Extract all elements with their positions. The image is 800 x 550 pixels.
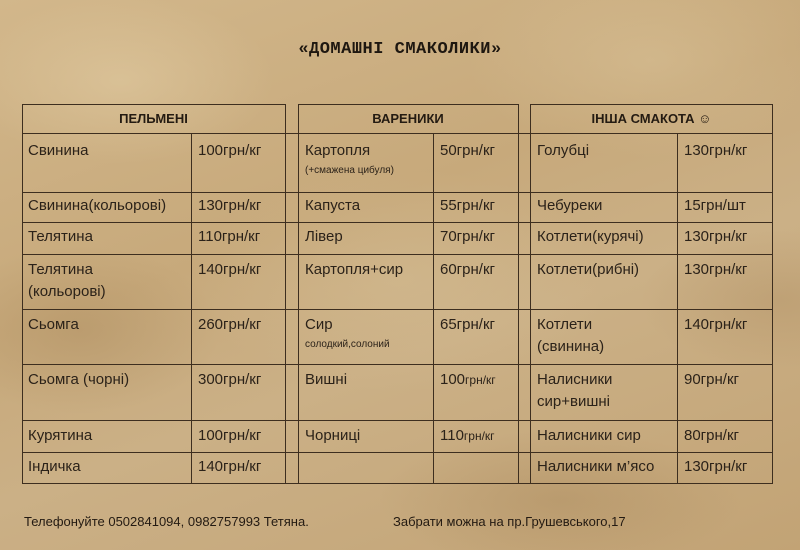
item-name: Лівер — [305, 228, 343, 245]
item-price: 55грн/кг — [440, 197, 495, 214]
item-price: 130грн/кг — [684, 261, 748, 278]
item-name — [299, 310, 390, 352]
item-price: 50грн/кг — [440, 142, 495, 159]
item-name: Свинина — [28, 142, 89, 159]
footer-contact: Телефонуйте 0502841094, 0982757993 Тетяна. — [24, 514, 309, 529]
section-header-pelmeni: ПЕЛЬМЕНІ — [119, 111, 188, 126]
item-price: 140грн/кг — [684, 316, 748, 333]
item-price: 140грн/кг — [198, 458, 262, 475]
item-price-empty — [434, 452, 440, 458]
item-name: Капуста — [305, 197, 361, 214]
item-name: Індичка — [28, 458, 81, 475]
item-price: 15грн/шт — [684, 197, 746, 214]
item-price: 80грн/кг — [684, 427, 739, 444]
item-name: Сьомга — [28, 316, 79, 333]
price-unit: грн/кг — [463, 429, 495, 443]
section-header-other: ІНША СМАКОТА ☺ — [591, 111, 712, 126]
item-name-main: Картопля — [305, 142, 371, 159]
item-price: 60грн/кг — [440, 261, 495, 278]
item-note: солодкий,солоний — [305, 339, 390, 350]
item-name — [531, 365, 612, 413]
item-name-line1: Котлети — [537, 316, 593, 333]
item-price: 100грн/кг — [198, 142, 262, 159]
menu-table — [22, 104, 773, 484]
footer-pickup: Забрати можна на пр.Грушевського,17 — [393, 514, 626, 529]
item-price: 260грн/кг — [198, 316, 262, 333]
price-unit: грн/кг — [465, 373, 496, 387]
item-price: 65грн/кг — [440, 316, 495, 333]
item-name: Котлети(рибні) — [537, 261, 640, 278]
item-price: 130грн/кг — [198, 197, 262, 214]
item-price — [434, 365, 496, 391]
item-price: 90грн/кг — [684, 371, 739, 388]
item-price: 140грн/кг — [198, 261, 262, 278]
item-name: Котлети(курячі) — [537, 228, 644, 245]
item-name-line1: Телятина — [28, 261, 93, 278]
item-name: Вишні — [305, 371, 348, 388]
item-price: 110грн/кг — [198, 228, 261, 245]
item-name-line2: (кольорові) — [28, 283, 106, 300]
item-name — [531, 310, 604, 358]
item-name: Голубці — [537, 142, 590, 159]
item-price: 300грн/кг — [198, 371, 262, 388]
item-name: Свинина(кольорові) — [28, 197, 167, 214]
item-name-line2: (свинина) — [537, 338, 605, 355]
item-price: 130грн/кг — [684, 142, 748, 159]
price-number: 100 — [440, 371, 466, 388]
page-title: «ДОМАШНІ СМАКОЛИКИ» — [298, 40, 502, 59]
item-price: 130грн/кг — [684, 228, 748, 245]
item-price: 130грн/кг — [684, 458, 748, 475]
section-header-vareniky: ВАРЕНИКИ — [372, 111, 444, 126]
item-name-empty — [299, 452, 305, 458]
price-number: 110 — [440, 427, 464, 444]
item-name: Налисники м’ясо — [537, 458, 655, 475]
item-name: Чорниці — [305, 427, 361, 444]
item-price: 70грн/кг — [440, 228, 495, 245]
item-name: Чебуреки — [537, 197, 603, 214]
item-name: Сьомга (чорні) — [28, 371, 130, 388]
item-name: Телятина — [28, 228, 93, 245]
item-name-line1: Налисники — [537, 371, 613, 388]
item-price — [434, 421, 495, 447]
item-name-line2: сир+вишні — [537, 393, 610, 410]
item-name-main: Сир — [305, 316, 333, 333]
item-price: 100грн/кг — [198, 427, 262, 444]
item-name — [22, 255, 106, 303]
item-name — [299, 134, 394, 178]
item-name: Курятина — [28, 427, 93, 444]
item-name: Картопля+сир — [305, 261, 404, 278]
item-note: (+смажена цибуля) — [305, 165, 394, 176]
item-name: Налисники сир — [537, 427, 641, 444]
